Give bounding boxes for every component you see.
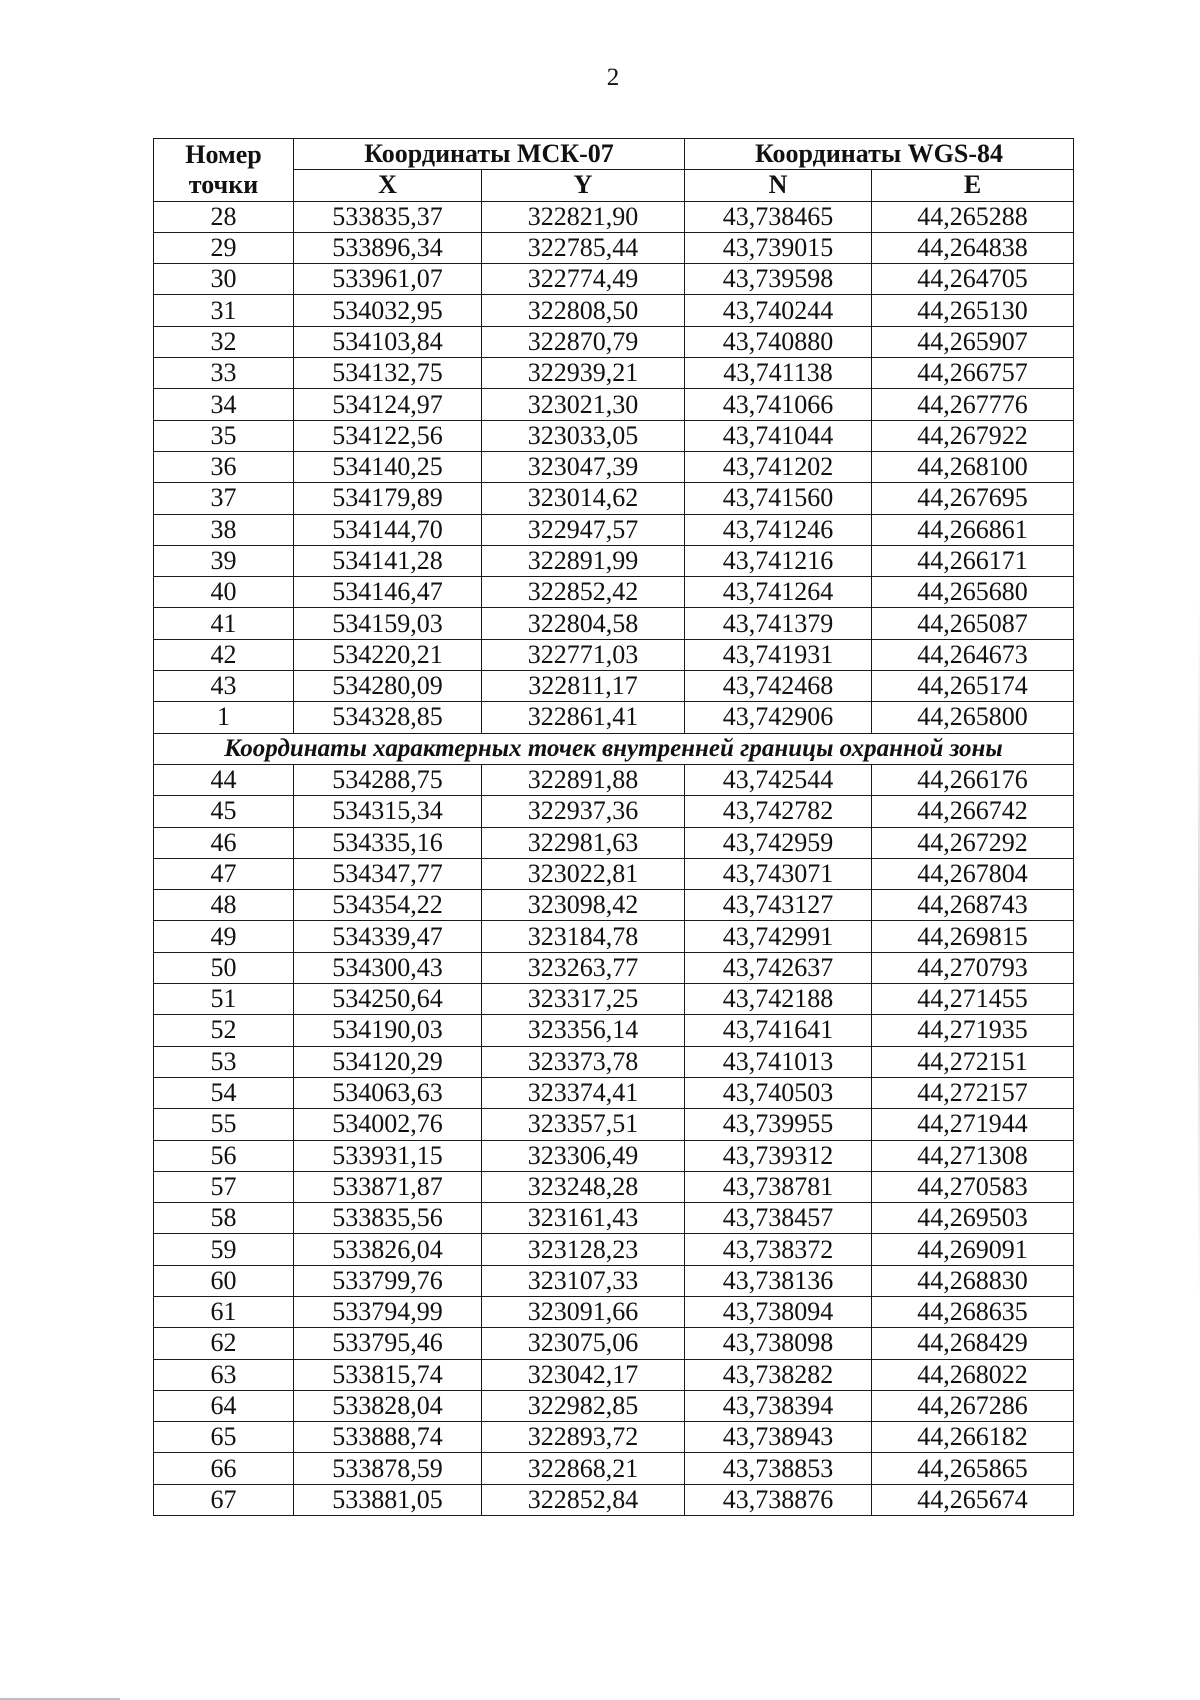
cell-e: 44,265907 — [872, 326, 1074, 357]
cell-n: 43,739312 — [685, 1140, 872, 1171]
table-row — [154, 1109, 1074, 1140]
cell-point: 58 — [154, 1203, 294, 1234]
cell-x: 534288,75 — [294, 764, 482, 795]
cell-x: 534347,77 — [294, 858, 482, 889]
cell-x: 533871,87 — [294, 1171, 482, 1202]
cell-y: 323128,23 — [482, 1234, 685, 1265]
header-row-main — [154, 139, 1074, 170]
cell-n: 43,738372 — [685, 1234, 872, 1265]
cell-n: 43,741641 — [685, 1015, 872, 1046]
cell-point: 48 — [154, 890, 294, 921]
cell-e: 44,267922 — [872, 420, 1074, 451]
cell-y: 323374,41 — [482, 1077, 685, 1108]
cell-n: 43,741560 — [685, 483, 872, 514]
cell-x: 533835,56 — [294, 1203, 482, 1234]
cell-y: 323107,33 — [482, 1265, 685, 1296]
cell-point: 37 — [154, 483, 294, 514]
cell-n: 43,738943 — [685, 1422, 872, 1453]
cell-n: 43,738465 — [685, 201, 872, 232]
cell-point: 41 — [154, 608, 294, 639]
cell-x: 534124,97 — [294, 389, 482, 420]
cell-e: 44,270583 — [872, 1171, 1074, 1202]
cell-e: 44,265087 — [872, 608, 1074, 639]
table-row — [154, 545, 1074, 576]
table-row — [154, 1234, 1074, 1265]
cell-e: 44,267292 — [872, 827, 1074, 858]
cell-e: 44,267804 — [872, 858, 1074, 889]
table-row — [154, 1171, 1074, 1202]
cell-y: 322868,21 — [482, 1453, 685, 1484]
header-y: Y — [482, 170, 685, 201]
table-row — [154, 1015, 1074, 1046]
table-row — [154, 1046, 1074, 1077]
cell-x: 534141,28 — [294, 545, 482, 576]
cell-e: 44,271455 — [872, 984, 1074, 1015]
cell-y: 323357,51 — [482, 1109, 685, 1140]
cell-e: 44,271935 — [872, 1015, 1074, 1046]
cell-e: 44,265680 — [872, 577, 1074, 608]
cell-x: 534159,03 — [294, 608, 482, 639]
cell-point: 51 — [154, 984, 294, 1015]
section-title-row — [154, 733, 1074, 764]
cell-x: 534339,47 — [294, 921, 482, 952]
cell-point: 65 — [154, 1422, 294, 1453]
cell-x: 533835,37 — [294, 201, 482, 232]
cell-x: 533828,04 — [294, 1390, 482, 1421]
cell-n: 43,739015 — [685, 232, 872, 263]
table-row — [154, 514, 1074, 545]
cell-point: 36 — [154, 451, 294, 482]
cell-point: 53 — [154, 1046, 294, 1077]
table-row — [154, 952, 1074, 983]
cell-y: 323098,42 — [482, 890, 685, 921]
cell-y: 322891,88 — [482, 764, 685, 795]
cell-x: 533896,34 — [294, 232, 482, 263]
cell-e: 44,265288 — [872, 201, 1074, 232]
cell-y: 322808,50 — [482, 295, 685, 326]
cell-point: 32 — [154, 326, 294, 357]
cell-x: 534120,29 — [294, 1046, 482, 1077]
cell-y: 322861,41 — [482, 702, 685, 733]
table-row — [154, 796, 1074, 827]
table-row — [154, 295, 1074, 326]
cell-y: 323306,49 — [482, 1140, 685, 1171]
table-row — [154, 201, 1074, 232]
cell-point: 59 — [154, 1234, 294, 1265]
cell-e: 44,269815 — [872, 921, 1074, 952]
cell-y: 323014,62 — [482, 483, 685, 514]
cell-e: 44,265800 — [872, 702, 1074, 733]
table-row — [154, 608, 1074, 639]
cell-y: 322771,03 — [482, 639, 685, 670]
table-header — [154, 139, 1074, 202]
cell-e: 44,266171 — [872, 545, 1074, 576]
outer-boundary-rows — [154, 201, 1074, 733]
inner-boundary-rows — [154, 764, 1074, 1515]
cell-e: 44,265865 — [872, 1453, 1074, 1484]
cell-x: 534250,64 — [294, 984, 482, 1015]
cell-y: 322774,49 — [482, 264, 685, 295]
cell-y: 322852,42 — [482, 577, 685, 608]
page-number: 2 — [606, 64, 620, 91]
cell-y: 322947,57 — [482, 514, 685, 545]
cell-y: 322937,36 — [482, 796, 685, 827]
table-row — [154, 1265, 1074, 1296]
cell-point: 63 — [154, 1359, 294, 1390]
cell-e: 44,268635 — [872, 1296, 1074, 1327]
table-row — [154, 671, 1074, 702]
cell-n: 43,741264 — [685, 577, 872, 608]
cell-point: 67 — [154, 1484, 294, 1515]
cell-y: 323373,78 — [482, 1046, 685, 1077]
cell-y: 322821,90 — [482, 201, 685, 232]
header-wgs84: Координаты WGS-84 — [685, 139, 1074, 170]
cell-e: 44,268830 — [872, 1265, 1074, 1296]
cell-point: 30 — [154, 264, 294, 295]
table-row — [154, 827, 1074, 858]
header-point-number: Номер точки — [154, 139, 294, 202]
cell-e: 44,272157 — [872, 1077, 1074, 1108]
cell-point: 28 — [154, 201, 294, 232]
cell-x: 534300,43 — [294, 952, 482, 983]
table-row — [154, 326, 1074, 357]
cell-x: 533961,07 — [294, 264, 482, 295]
cell-point: 42 — [154, 639, 294, 670]
table-row — [154, 921, 1074, 952]
cell-x: 534132,75 — [294, 358, 482, 389]
cell-e: 44,264673 — [872, 639, 1074, 670]
table-row — [154, 1328, 1074, 1359]
cell-point: 54 — [154, 1077, 294, 1108]
cell-x: 534280,09 — [294, 671, 482, 702]
cell-e: 44,266742 — [872, 796, 1074, 827]
cell-e: 44,264705 — [872, 264, 1074, 295]
cell-x: 533795,46 — [294, 1328, 482, 1359]
cell-x: 534103,84 — [294, 326, 482, 357]
table-row — [154, 890, 1074, 921]
cell-e: 44,270793 — [872, 952, 1074, 983]
table-row — [154, 1140, 1074, 1171]
cell-n: 43,741202 — [685, 451, 872, 482]
cell-point: 29 — [154, 232, 294, 263]
cell-point: 49 — [154, 921, 294, 952]
cell-point: 60 — [154, 1265, 294, 1296]
table-row — [154, 639, 1074, 670]
cell-y: 323248,28 — [482, 1171, 685, 1202]
cell-y: 323184,78 — [482, 921, 685, 952]
cell-e: 44,269503 — [872, 1203, 1074, 1234]
cell-point: 66 — [154, 1453, 294, 1484]
cell-n: 43,741931 — [685, 639, 872, 670]
table-row — [154, 1422, 1074, 1453]
header-msk07: Координаты МСК-07 — [294, 139, 685, 170]
cell-point: 35 — [154, 420, 294, 451]
table-row — [154, 858, 1074, 889]
cell-e: 44,269091 — [872, 1234, 1074, 1265]
cell-x: 534032,95 — [294, 295, 482, 326]
cell-n: 43,742188 — [685, 984, 872, 1015]
cell-x: 534179,89 — [294, 483, 482, 514]
cell-point: 43 — [154, 671, 294, 702]
cell-y: 322785,44 — [482, 232, 685, 263]
cell-e: 44,268022 — [872, 1359, 1074, 1390]
table-row — [154, 1296, 1074, 1327]
cell-x: 534140,25 — [294, 451, 482, 482]
cell-point: 38 — [154, 514, 294, 545]
cell-point: 64 — [154, 1390, 294, 1421]
cell-point: 34 — [154, 389, 294, 420]
cell-n: 43,743127 — [685, 890, 872, 921]
cell-e: 44,267695 — [872, 483, 1074, 514]
cell-point: 46 — [154, 827, 294, 858]
cell-n: 43,741013 — [685, 1046, 872, 1077]
cell-y: 322804,58 — [482, 608, 685, 639]
cell-y: 323047,39 — [482, 451, 685, 482]
cell-y: 322981,63 — [482, 827, 685, 858]
cell-y: 323033,05 — [482, 420, 685, 451]
cell-e: 44,271308 — [872, 1140, 1074, 1171]
cell-point: 44 — [154, 764, 294, 795]
cell-x: 533881,05 — [294, 1484, 482, 1515]
cell-n: 43,741066 — [685, 389, 872, 420]
table-row — [154, 702, 1074, 733]
cell-x: 533878,59 — [294, 1453, 482, 1484]
cell-n: 43,741379 — [685, 608, 872, 639]
cell-x: 533799,76 — [294, 1265, 482, 1296]
cell-e: 44,268743 — [872, 890, 1074, 921]
cell-e: 44,266861 — [872, 514, 1074, 545]
cell-x: 534328,85 — [294, 702, 482, 733]
cell-e: 44,265674 — [872, 1484, 1074, 1515]
cell-n: 43,738282 — [685, 1359, 872, 1390]
header-n: N — [685, 170, 872, 201]
cell-x: 534190,03 — [294, 1015, 482, 1046]
cell-n: 43,738098 — [685, 1328, 872, 1359]
cell-e: 44,266182 — [872, 1422, 1074, 1453]
cell-y: 322870,79 — [482, 326, 685, 357]
cell-n: 43,738457 — [685, 1203, 872, 1234]
header-e: E — [872, 170, 1074, 201]
header-x: X — [294, 170, 482, 201]
cell-n: 43,741246 — [685, 514, 872, 545]
cell-e: 44,266757 — [872, 358, 1074, 389]
cell-n: 43,738876 — [685, 1484, 872, 1515]
cell-n: 43,741044 — [685, 420, 872, 451]
cell-x: 534335,16 — [294, 827, 482, 858]
table-row — [154, 264, 1074, 295]
cell-n: 43,743071 — [685, 858, 872, 889]
cell-e: 44,267286 — [872, 1390, 1074, 1421]
table-row — [154, 1203, 1074, 1234]
cell-x: 533826,04 — [294, 1234, 482, 1265]
cell-n: 43,738853 — [685, 1453, 872, 1484]
cell-e: 44,265130 — [872, 295, 1074, 326]
cell-n: 43,739598 — [685, 264, 872, 295]
cell-n: 43,741138 — [685, 358, 872, 389]
cell-x: 533794,99 — [294, 1296, 482, 1327]
cell-y: 323021,30 — [482, 389, 685, 420]
table-row — [154, 451, 1074, 482]
table-row — [154, 232, 1074, 263]
cell-e: 44,268429 — [872, 1328, 1074, 1359]
cell-y: 323042,17 — [482, 1359, 685, 1390]
cell-point: 55 — [154, 1109, 294, 1140]
cell-n: 43,742906 — [685, 702, 872, 733]
cell-point: 1 — [154, 702, 294, 733]
cell-e: 44,272151 — [872, 1046, 1074, 1077]
cell-y: 323161,43 — [482, 1203, 685, 1234]
table-row — [154, 358, 1074, 389]
cell-y: 322893,72 — [482, 1422, 685, 1453]
cell-x: 534144,70 — [294, 514, 482, 545]
cell-point: 45 — [154, 796, 294, 827]
table-row — [154, 1390, 1074, 1421]
cell-y: 323075,06 — [482, 1328, 685, 1359]
cell-n: 43,740244 — [685, 295, 872, 326]
cell-x: 534146,47 — [294, 577, 482, 608]
cell-e: 44,264838 — [872, 232, 1074, 263]
cell-n: 43,738136 — [685, 1265, 872, 1296]
cell-n: 43,742959 — [685, 827, 872, 858]
cell-y: 323091,66 — [482, 1296, 685, 1327]
table-row — [154, 984, 1074, 1015]
cell-point: 33 — [154, 358, 294, 389]
section-divider — [154, 733, 1074, 764]
cell-n: 43,740503 — [685, 1077, 872, 1108]
cell-point: 31 — [154, 295, 294, 326]
cell-n: 43,742468 — [685, 671, 872, 702]
cell-y: 322811,17 — [482, 671, 685, 702]
cell-y: 322982,85 — [482, 1390, 685, 1421]
cell-e: 44,267776 — [872, 389, 1074, 420]
cell-n: 43,739955 — [685, 1109, 872, 1140]
cell-n: 43,742637 — [685, 952, 872, 983]
coordinates-table — [153, 138, 1074, 1516]
cell-y: 323356,14 — [482, 1015, 685, 1046]
cell-x: 534354,22 — [294, 890, 482, 921]
cell-e: 44,271944 — [872, 1109, 1074, 1140]
cell-x: 533815,74 — [294, 1359, 482, 1390]
cell-x: 533931,15 — [294, 1140, 482, 1171]
cell-point: 56 — [154, 1140, 294, 1171]
table-row — [154, 483, 1074, 514]
cell-e: 44,268100 — [872, 451, 1074, 482]
cell-n: 43,742991 — [685, 921, 872, 952]
cell-point: 61 — [154, 1296, 294, 1327]
cell-n: 43,738781 — [685, 1171, 872, 1202]
cell-point: 50 — [154, 952, 294, 983]
cell-point: 62 — [154, 1328, 294, 1359]
cell-point: 39 — [154, 545, 294, 576]
cell-y: 322852,84 — [482, 1484, 685, 1515]
cell-n: 43,740880 — [685, 326, 872, 357]
cell-x: 534122,56 — [294, 420, 482, 451]
table-row — [154, 764, 1074, 795]
cell-y: 322891,99 — [482, 545, 685, 576]
table-row — [154, 420, 1074, 451]
table-row — [154, 1453, 1074, 1484]
cell-point: 40 — [154, 577, 294, 608]
cell-e: 44,266176 — [872, 764, 1074, 795]
cell-n: 43,738394 — [685, 1390, 872, 1421]
cell-point: 57 — [154, 1171, 294, 1202]
table-row — [154, 389, 1074, 420]
cell-y: 323317,25 — [482, 984, 685, 1015]
cell-x: 533888,74 — [294, 1422, 482, 1453]
cell-x: 534002,76 — [294, 1109, 482, 1140]
cell-y: 323022,81 — [482, 858, 685, 889]
table-row — [154, 1359, 1074, 1390]
table-row — [154, 577, 1074, 608]
cell-point: 52 — [154, 1015, 294, 1046]
table-row — [154, 1484, 1074, 1515]
cell-x: 534063,63 — [294, 1077, 482, 1108]
cell-point: 47 — [154, 858, 294, 889]
cell-n: 43,742544 — [685, 764, 872, 795]
cell-y: 323263,77 — [482, 952, 685, 983]
cell-n: 43,738094 — [685, 1296, 872, 1327]
cell-x: 534315,34 — [294, 796, 482, 827]
section-title: Координаты характерных точек внутренней границы охранной зоны — [154, 733, 1074, 764]
cell-n: 43,741216 — [685, 545, 872, 576]
cell-y: 322939,21 — [482, 358, 685, 389]
cell-n: 43,742782 — [685, 796, 872, 827]
table-row — [154, 1077, 1074, 1108]
cell-x: 534220,21 — [294, 639, 482, 670]
cell-e: 44,265174 — [872, 671, 1074, 702]
